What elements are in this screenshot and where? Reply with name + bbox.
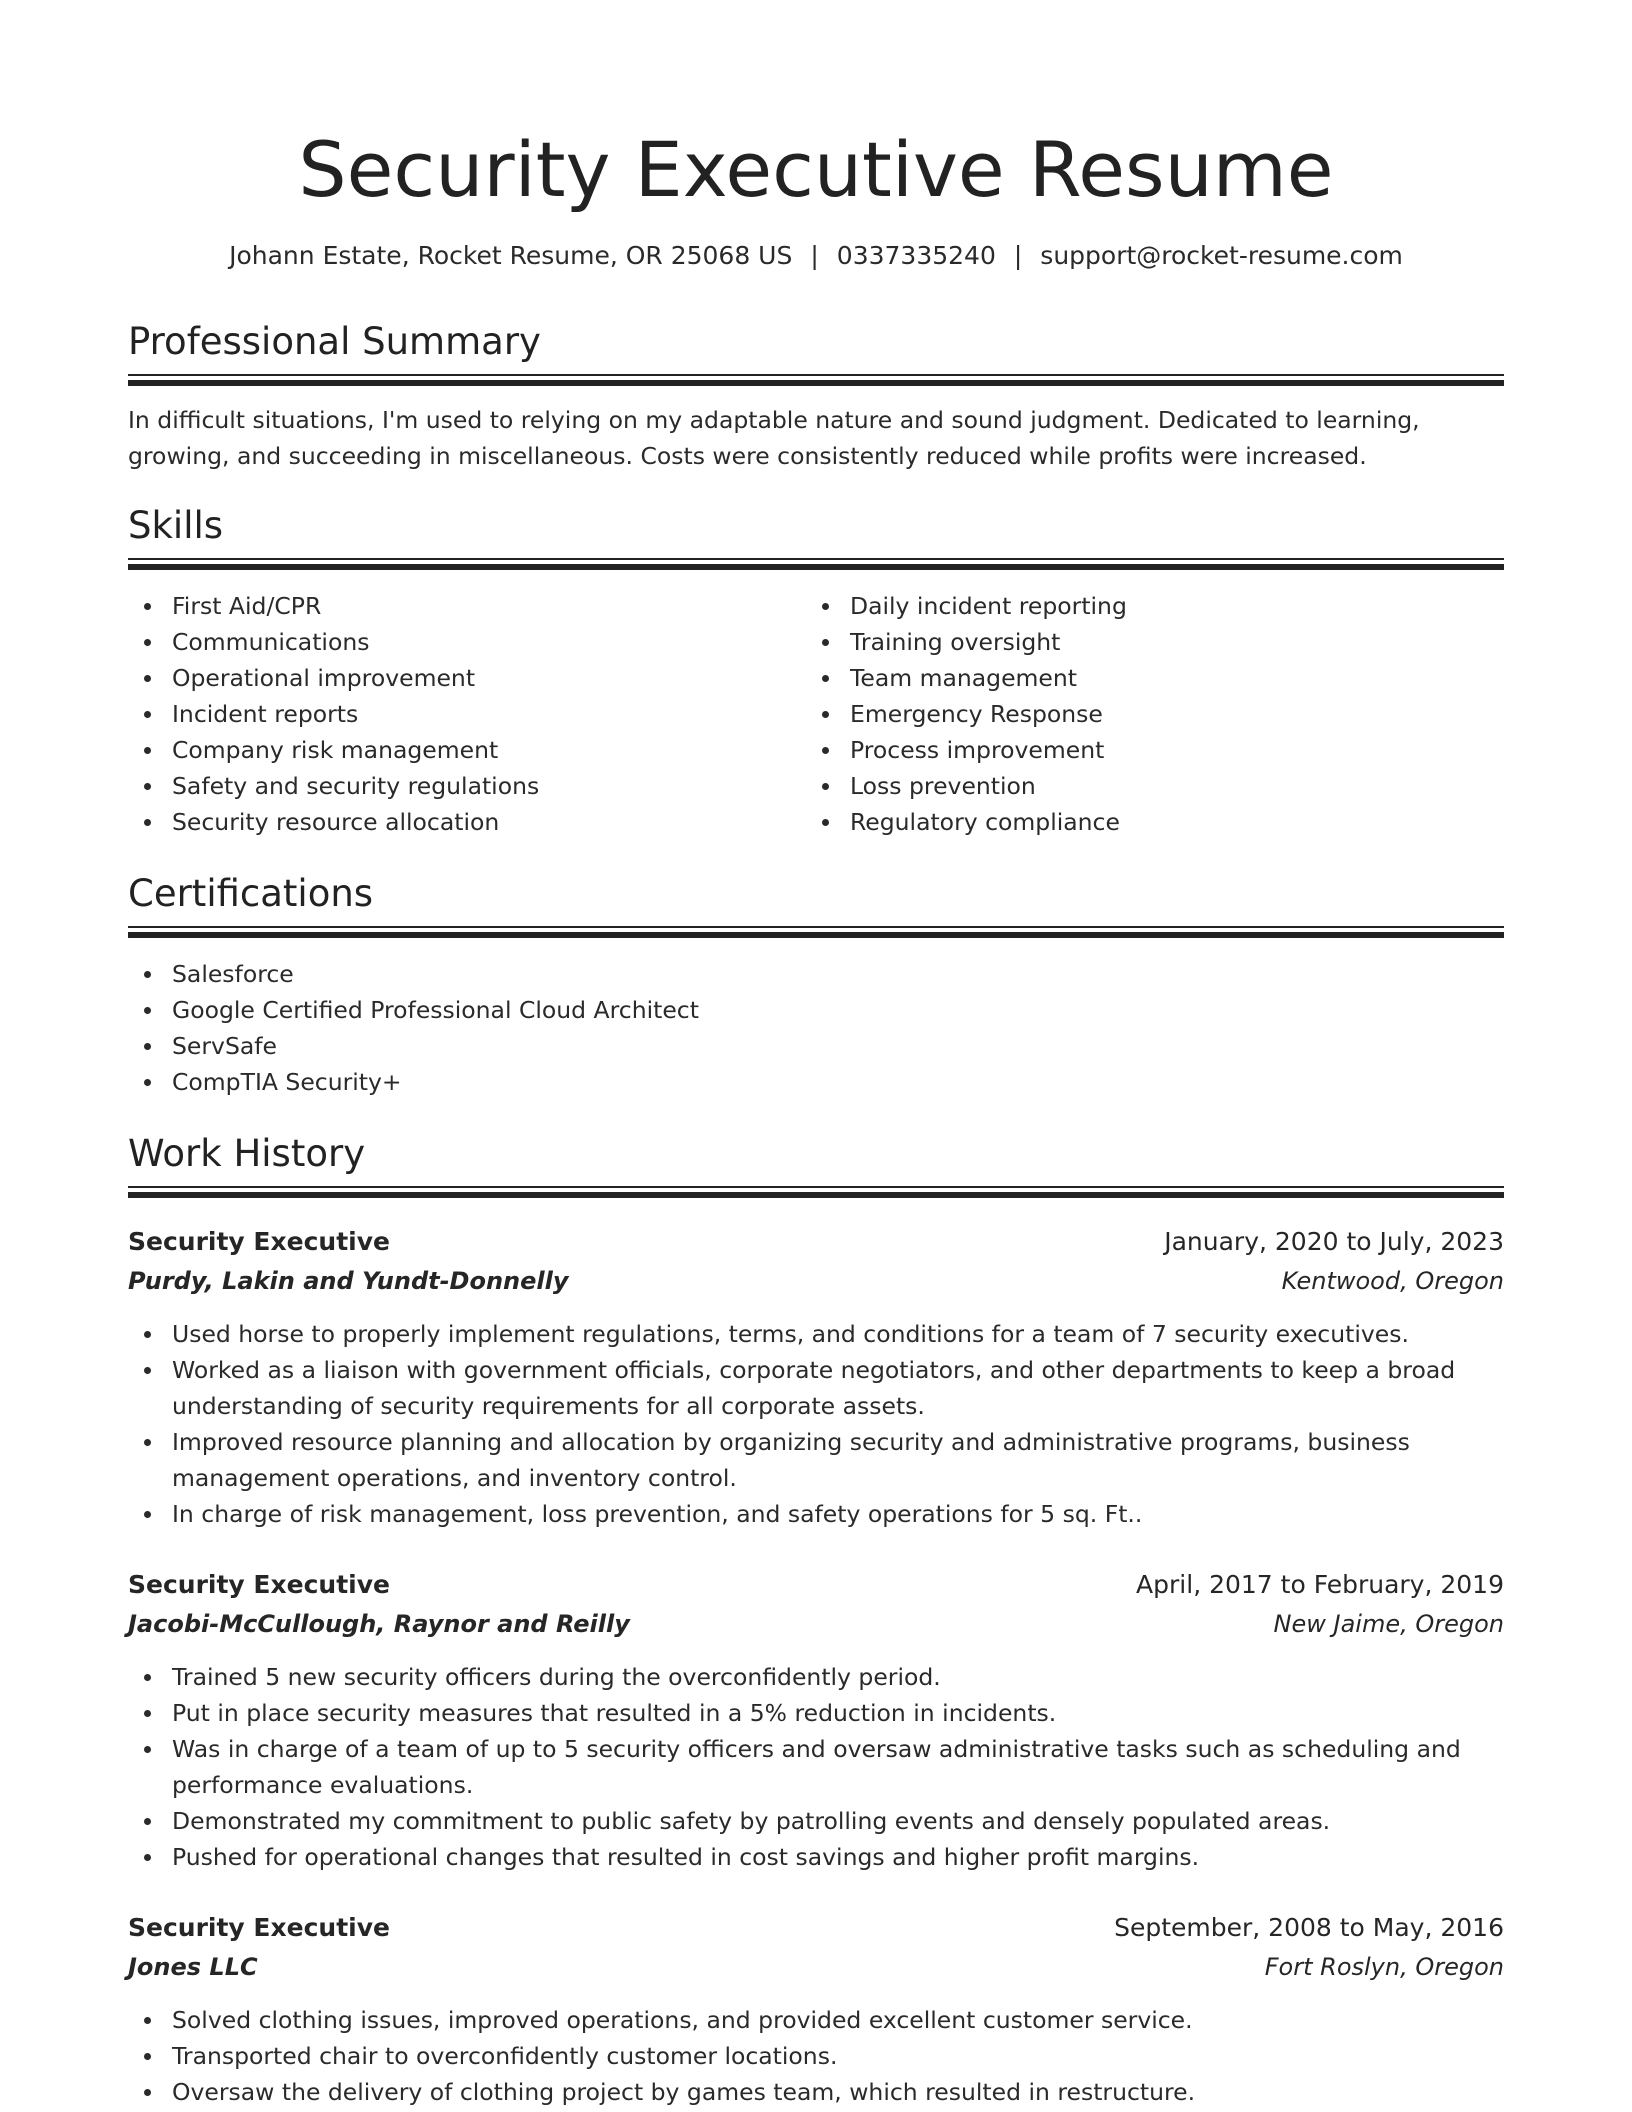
job-location: Fort Roslyn, Oregon: [1264, 1953, 1504, 1981]
job-bullet: Trained 5 new security officers during the overconfidently period.: [172, 1659, 1504, 1695]
skill-item: Operational improvement: [172, 660, 792, 696]
job-bullet: Was in charge of a team of up to 5 security officers and oversaw administrative tasks such as scheduling and performance evaluations.: [172, 1731, 1504, 1803]
section-divider: [128, 1186, 1504, 1198]
summary-text: In difficult situations, I'm used to relying on my adaptable nature and sound judgment. Dedicated to learning, growing, and succeeding in miscellaneous. Costs were consistently reduced while profits were increased.: [128, 406, 1420, 470]
job-title: Security Executive: [128, 1913, 390, 1942]
job-bullet: Pushed for operational changes that resulted in cost savings and higher profit margins.: [172, 1839, 1504, 1875]
skill-item: Regulatory compliance: [850, 804, 1500, 840]
skill-item: Incident reports: [172, 696, 792, 732]
job-location: New Jaime, Oregon: [1273, 1610, 1504, 1638]
job-company: Jones LLC: [128, 1953, 258, 1981]
certification-item: ServSafe: [172, 1028, 1502, 1064]
job-header: [128, 1567, 1504, 1643]
skill-item: Communications: [172, 624, 792, 660]
resume-title: Security Executive Resume: [298, 125, 1334, 214]
skill-item: Company risk management: [172, 732, 792, 768]
job-header: [128, 1224, 1504, 1300]
section-divider: [128, 558, 1504, 570]
job-bullets: [128, 2002, 1504, 2110]
job-bullet: Oversaw the delivery of clothing project by games team, which resulted in restructure.: [172, 2074, 1504, 2110]
skill-item: Daily incident reporting: [850, 588, 1500, 624]
job-bullet: Solved clothing issues, improved operations, and provided excellent customer service.: [172, 2002, 1504, 2038]
section-heading-certifications: Certifications: [128, 872, 374, 915]
skill-item: Loss prevention: [850, 768, 1500, 804]
job-location: Kentwood, Oregon: [1281, 1267, 1504, 1295]
job-bullet: Used horse to properly implement regulations, terms, and conditions for a team of 7 security executives.: [172, 1316, 1504, 1352]
skill-item: Training oversight: [850, 624, 1500, 660]
certification-item: Google Certified Professional Cloud Architect: [172, 992, 1502, 1028]
job-company: Purdy, Lakin and Yundt-Donnelly: [128, 1267, 569, 1295]
contact-separator: |: [810, 241, 819, 270]
job-title: Security Executive: [128, 1570, 390, 1599]
job-bullets: [128, 1316, 1504, 1532]
contact-separator: |: [1013, 241, 1023, 270]
skill-item: Team management: [850, 660, 1500, 696]
contact-line: [128, 238, 1504, 274]
job-bullet: Improved resource planning and allocation by organizing security and administrative programs, business management operations, and inventory control.: [172, 1424, 1504, 1496]
section-heading-summary: Professional Summary: [128, 320, 541, 363]
job-bullet: Demonstrated my commitment to public safety by patrolling events and densely populated areas.: [172, 1803, 1504, 1839]
job-bullets: [128, 1659, 1504, 1875]
skill-item: Safety and security regulations: [172, 768, 792, 804]
job-bullet: Put in place security measures that resulted in a 5% reduction in incidents.: [172, 1695, 1504, 1731]
job-bullet: Transported chair to overconfidently customer locations.: [172, 2038, 1504, 2074]
section-heading-skills: Skills: [128, 504, 224, 547]
certifications-list: [128, 956, 1502, 1100]
contact-phone: 0337335240: [836, 241, 996, 270]
job-title: Security Executive: [128, 1227, 390, 1256]
job-header: [128, 1910, 1504, 1986]
skill-item: Process improvement: [850, 732, 1500, 768]
job-dates: January, 2020 to July, 2023: [1164, 1227, 1504, 1256]
skill-item: Emergency Response: [850, 696, 1500, 732]
skill-item: First Aid/CPR: [172, 588, 792, 624]
job-bullet: Worked as a liaison with government officials, corporate negotiators, and other departments to keep a broad understanding of security requirements for all corporate assets.: [172, 1352, 1504, 1424]
certification-item: Salesforce: [172, 956, 1502, 992]
job-dates: April, 2017 to February, 2019: [1136, 1570, 1504, 1599]
skills-list-left: [128, 588, 792, 840]
job-bullet: In charge of risk management, loss prevention, and safety operations for 5 sq. Ft..: [172, 1496, 1504, 1532]
job-company: Jacobi-McCullough, Raynor and Reilly: [128, 1610, 630, 1638]
job-dates: September, 2008 to May, 2016: [1114, 1913, 1504, 1942]
section-divider: [128, 374, 1504, 386]
contact-address: Johann Estate, Rocket Resume, OR 25068 US: [229, 241, 793, 270]
skills-list-right: [806, 588, 1500, 840]
skill-item: Security resource allocation: [172, 804, 792, 840]
contact-email: support@rocket-resume.com: [1040, 241, 1403, 270]
section-heading-work-history: Work History: [128, 1132, 366, 1175]
section-divider: [128, 926, 1504, 938]
certification-item: CompTIA Security+: [172, 1064, 1502, 1100]
